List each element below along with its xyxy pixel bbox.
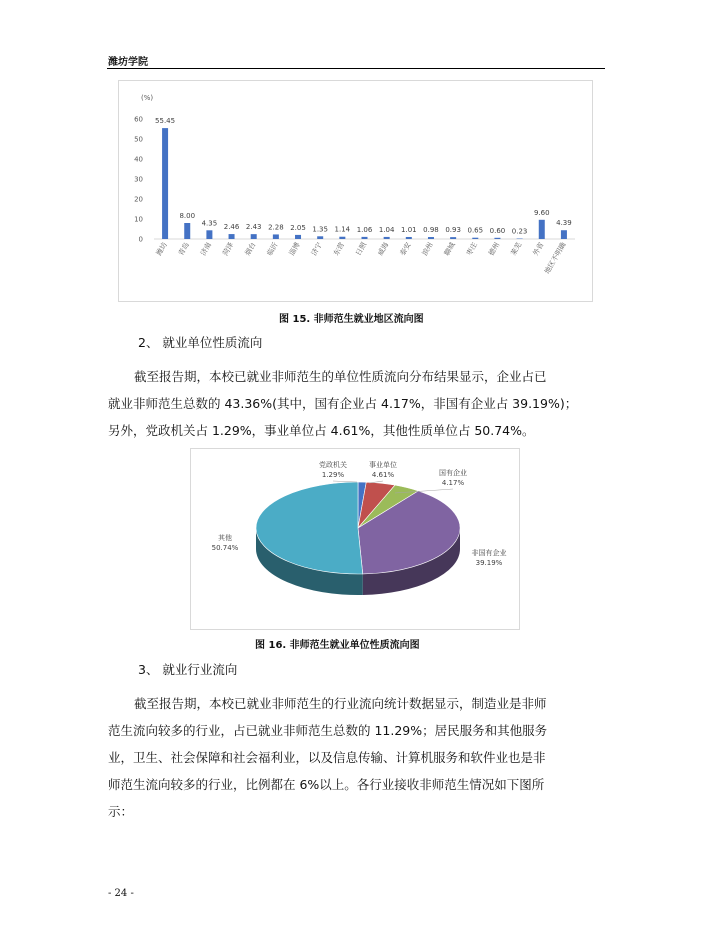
y-tick-label: 0	[138, 235, 143, 244]
pie-label-name: 事业单位	[369, 461, 397, 469]
bar-value-label: 4.39	[556, 219, 572, 228]
region-bar-chart	[119, 81, 592, 301]
bar	[229, 234, 235, 239]
unit-type-pie-chart-frame	[190, 448, 520, 630]
paragraph-line: 师范生流向较多的行业，比例都在 6%以上。各行业接收非师范生情况如下图所	[108, 777, 545, 792]
bar-value-label: 1.01	[401, 225, 417, 234]
y-tick-label: 20	[134, 195, 143, 204]
category-label: 临沂	[265, 241, 280, 258]
bar-value-label: 0.23	[511, 227, 528, 236]
section-3-heading: 3、 就业行业流向	[138, 662, 238, 677]
unit-type-pie-chart	[191, 449, 519, 629]
bar-value-label: 0.60	[489, 226, 506, 235]
paragraph-line: 另外，党政机关占 1.29%，事业单位占 4.61%，其他性质单位占 50.74%。	[108, 423, 535, 438]
figure-15-caption: 图 15. 非师范生就业地区流向图	[279, 314, 424, 325]
bar	[162, 128, 168, 239]
category-label: 菏泽	[221, 241, 236, 258]
bar-value-label: 55.45	[155, 117, 176, 126]
bar	[450, 237, 456, 239]
bar-value-label: 2.05	[290, 223, 306, 232]
bar-value-label: 0.98	[423, 226, 439, 235]
category-label: 聊城	[442, 241, 457, 258]
section-3-paragraph	[108, 690, 604, 825]
pie-label-value: 50.74%	[211, 544, 239, 552]
bar-value-label: 2.43	[245, 223, 262, 232]
category-label: 外省	[531, 241, 546, 258]
bar	[362, 237, 368, 239]
category-label: 济宁	[309, 241, 324, 258]
bar-value-label: 2.28	[268, 223, 284, 232]
paragraph-line: 截至报告期，本校已就业非师范生的行业流向统计数据显示，制造业是非师	[134, 696, 547, 711]
bar-value-label: 1.06	[356, 225, 373, 234]
category-label: 泰安	[398, 241, 413, 258]
pie-label-name: 国有企业	[439, 469, 467, 477]
page-number: - 24 -	[108, 888, 134, 899]
y-tick-label: 50	[134, 135, 143, 144]
bar	[384, 237, 390, 239]
category-label: 地区不明确	[543, 241, 568, 276]
leader-line	[333, 481, 357, 482]
bar	[472, 238, 478, 239]
unit-label: (%)	[141, 94, 154, 102]
bar	[428, 237, 434, 239]
bar	[339, 237, 345, 239]
paragraph-line: 业，卫生、社会保障和社会福利业，以及信息传输、计算机服务和软件业也是非	[108, 750, 546, 765]
category-label: 青岛	[177, 241, 191, 258]
pie-label-value: 1.29%	[321, 471, 345, 479]
bar-value-label: 1.14	[334, 225, 351, 234]
section-2-heading: 2、 就业单位性质流向	[138, 335, 263, 350]
document-header-title: 潍坊学院	[108, 57, 148, 68]
bar	[206, 230, 212, 239]
category-label: 潍坊	[154, 241, 169, 258]
category-label: 济南	[199, 241, 214, 258]
bar	[295, 235, 301, 239]
pie-label-value: 4.17%	[441, 479, 465, 487]
bar	[539, 220, 545, 239]
paragraph-line: 范生流向较多的行业，占已就业非师范生总数的 11.29%；居民服务和其他服务	[108, 723, 548, 738]
category-label: 威海	[376, 241, 391, 258]
paragraph-line: 就业非师范生总数的 43.36%(其中，国有企业占 4.17%，非国有企业占 39.19%)；	[108, 396, 578, 411]
category-label: 枣庄	[465, 241, 480, 258]
bar	[406, 237, 412, 239]
category-label: 东营	[332, 241, 347, 258]
bar	[494, 238, 500, 239]
paragraph-line: 截至报告期，本校已就业非师范生的单位性质流向分布结果显示，企业占已	[134, 369, 547, 384]
figure-16-caption: 图 16. 非师范生就业单位性质流向图	[255, 640, 420, 651]
category-label: 淄博	[287, 241, 302, 258]
bar	[561, 230, 567, 239]
pie-label-name: 党政机关	[319, 461, 347, 469]
category-label: 德州	[487, 241, 502, 258]
paragraph-line: 示：	[108, 804, 134, 819]
y-tick-label: 30	[134, 175, 143, 184]
bar	[251, 234, 257, 239]
pie-label-name: 非国有企业	[471, 549, 507, 557]
bar-value-label: 4.35	[201, 219, 218, 228]
bar	[317, 236, 323, 239]
region-bar-chart-frame	[118, 80, 593, 302]
bar	[184, 223, 190, 239]
category-label: 莱芜	[509, 241, 524, 258]
category-label: 滨州	[420, 241, 435, 258]
bar-value-label: 0.93	[445, 226, 461, 235]
bar-value-label: 9.60	[533, 208, 550, 217]
y-tick-label: 60	[134, 115, 143, 124]
header-rule	[107, 68, 605, 69]
category-label: 日照	[354, 241, 369, 258]
bar	[273, 234, 279, 239]
pie-label-value: 4.61%	[371, 471, 395, 479]
bar-value-label: 2.46	[223, 223, 240, 232]
section-2-paragraph	[108, 363, 604, 444]
y-tick-label: 40	[134, 155, 143, 164]
bar-value-label: 1.35	[312, 225, 328, 234]
pie-label-value: 39.19%	[475, 559, 503, 567]
category-label: 烟台	[243, 241, 258, 258]
bar-value-label: 1.04	[378, 225, 395, 234]
pie-label-name: 其他	[218, 534, 232, 542]
y-tick-label: 10	[134, 215, 143, 224]
bar-value-label: 8.00	[179, 212, 196, 220]
bar-value-label: 0.65	[467, 226, 484, 235]
